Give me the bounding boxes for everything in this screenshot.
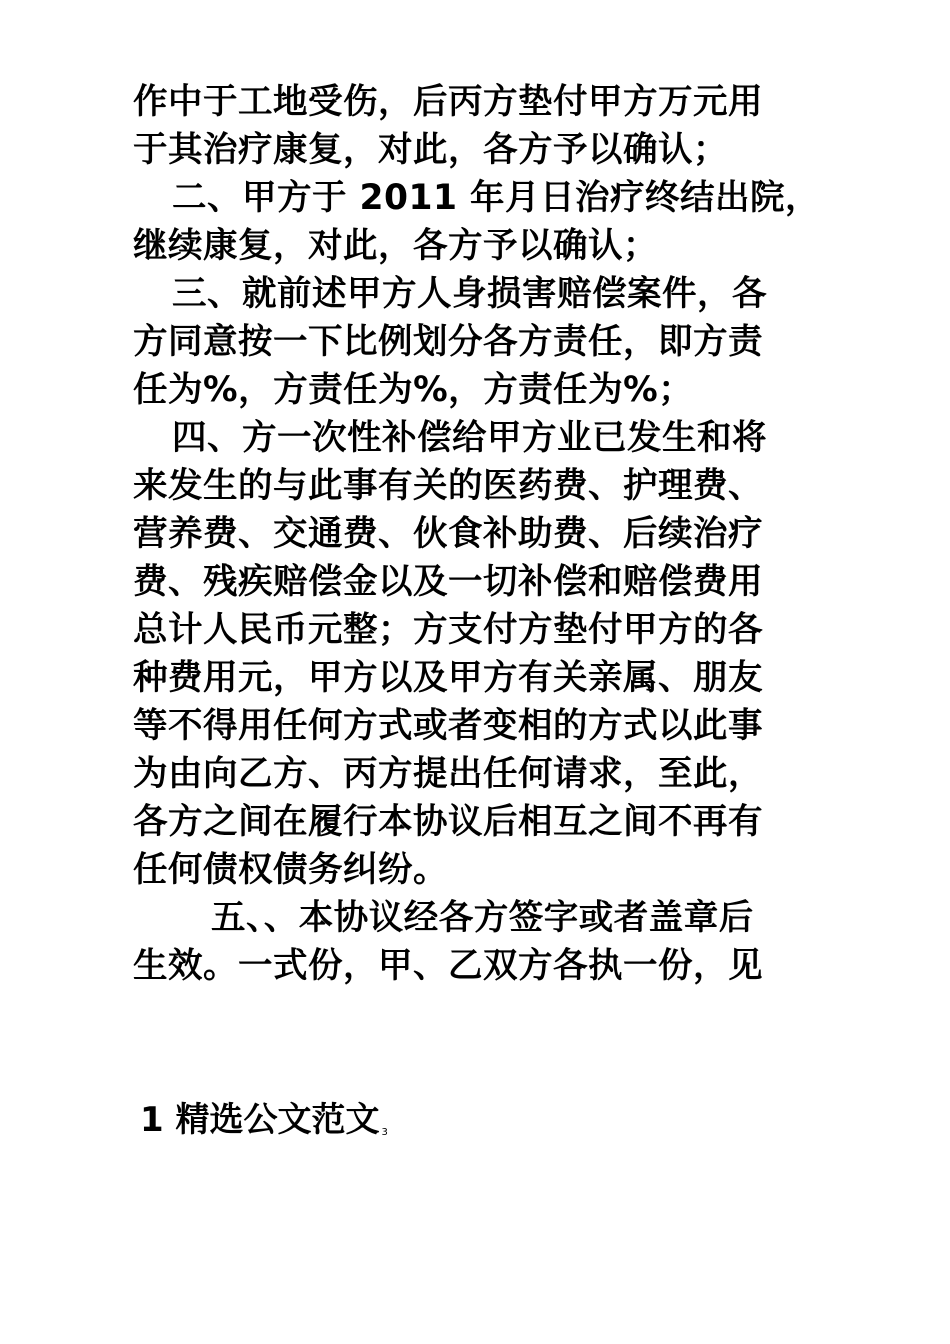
text-line: 各方之间在履行本协议后相互之间不再有 [133,802,763,842]
clause-three-line: 三、就前述甲方人身损害赔偿案件，各 [172,274,767,314]
clause-two-line: 二、甲方于 2011 年月日治疗终结出院， [172,178,821,218]
text-line: 生效。一式份，甲、乙双方各执一份，见 [133,946,763,986]
text-line: 方同意按一下比例划分各方责任，即方责 [133,322,763,362]
text-line: 总计人民币元整；方支付方垫付甲方的各 [133,610,763,650]
text-line: 为由向乙方、丙方提出任何请求，至此， [133,754,763,794]
page-footer [140,1098,388,1142]
text-line: 继续康复，对此，各方予以确认； [133,226,658,266]
text-line: 等不得用任何方式或者变相的方式以此事 [133,706,763,746]
text-line: 来发生的与此事有关的医药费、护理费、 [133,466,763,506]
clause-five-line: 五、、本协议经各方签字或者盖章后 [211,898,754,938]
text-line: 任何债权债务纠纷。 [133,850,448,890]
footer-text: 1 精选公文范文 [140,1100,380,1140]
document-body [133,78,833,990]
text-line: 于其治疗康复，对此，各方予以确认； [133,130,728,170]
text-line: 种费用元，甲方以及甲方有关亲属、朋友 [133,658,763,698]
text-line: 费、残疾赔偿金以及一切补偿和赔偿费用 [133,562,763,602]
text-line: 作中于工地受伤，后丙方垫付甲方万元用 [133,82,763,122]
page-number: 3 [381,1127,388,1138]
text-line: 营养费、交通费、伙食补助费、后续治疗 [133,514,763,554]
clause-four-line: 四、方一次性补偿给甲方业已发生和将 [172,418,767,458]
text-line: 任为%，方责任为%，方责任为%； [133,370,694,410]
